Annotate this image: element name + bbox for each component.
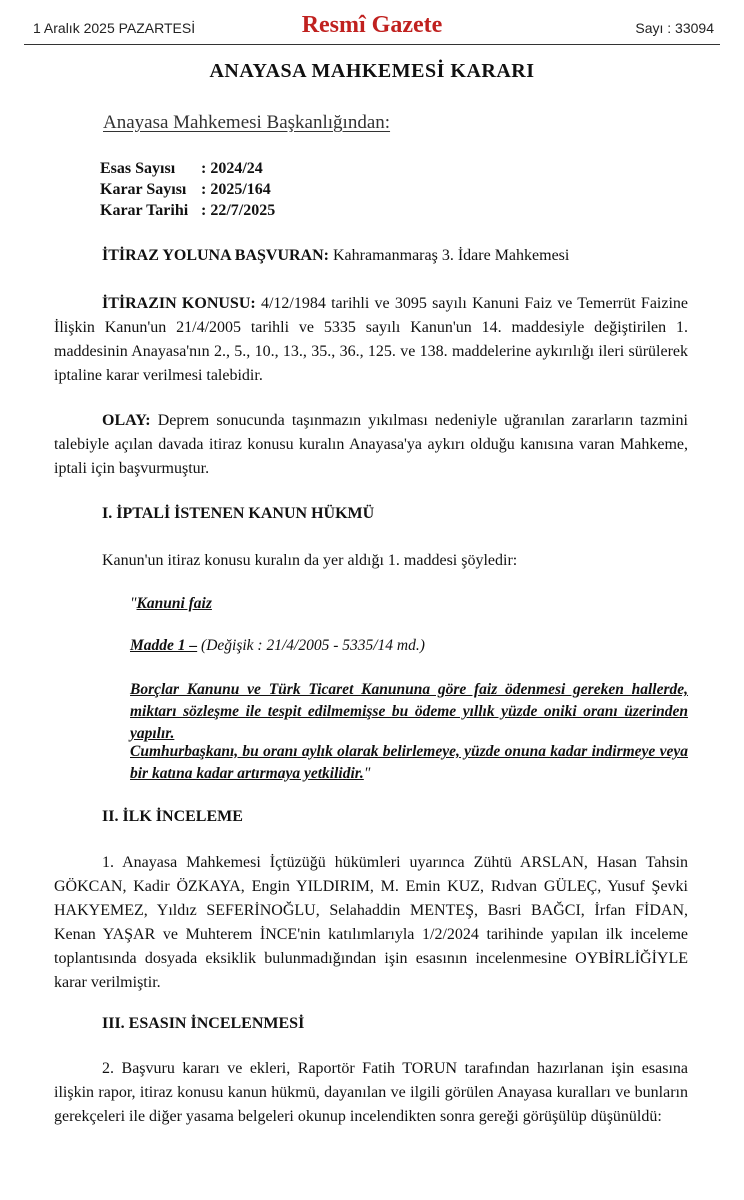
event-label: OLAY: — [102, 412, 151, 429]
header-divider — [24, 44, 720, 45]
event-text: Deprem sonucunda taşınmazın yıkılması nedeniyle uğranılan zararların tazmini talebiyle açılan davada itiraz konusu kuralın Anayasa'ya aykırı olduğu kanısına varan Mahkeme, iptali için başvurmuştur. — [54, 412, 689, 477]
quote-close-mark: " — [363, 765, 371, 782]
gazette-header — [0, 8, 744, 48]
decision-number-value: : 2025/164 — [201, 181, 271, 198]
quoted-paragraph-2-text: Cumhurbaşkanı, bu oranı aylık olarak belirlemeye, yüzde onuna kadar indirmeye veya bir katına kadar artırmaya yetkilidir. — [130, 743, 688, 782]
subject-paragraph — [54, 292, 688, 388]
case-number-value: : 2024/24 — [201, 160, 263, 177]
subject-label: İTİRAZIN KONUSU: — [102, 295, 256, 312]
decision-date-value: : 22/7/2025 — [201, 202, 276, 219]
decision-date-label: Karar Tarihi — [100, 202, 189, 219]
applicant-paragraph — [102, 244, 688, 268]
applicant-value: Kahramanmaraş 3. İdare Mahkemesi — [333, 247, 570, 264]
decision-number-row — [100, 181, 271, 199]
section-1-intro: Kanun'un itiraz konusu kuralın da yer aldığı 1. maddesi şöyledir: — [102, 552, 518, 569]
issue-number: Sayı : 33094 — [635, 20, 714, 36]
quoted-title-text: Kanuni faiz — [136, 595, 212, 612]
issuing-authority: Anayasa Mahkemesi Başkanlığından: — [103, 112, 391, 133]
case-number-label: Esas Sayısı — [100, 160, 176, 177]
quoted-paragraph-1 — [130, 679, 688, 745]
section-2-text: 1. Anayasa Mahkemesi İçtüzüğü hükümleri uyarınca Zühtü ARSLAN, Hasan Tahsin GÖKCAN, Kadir ÖZKAYA, Engin YILDIRIM, M. Emin KUZ, Rıdvan GÜLEÇ, Yusuf Şevki HAKYEMEZ, Yıldız SEFERİNOĞLU, Selahaddin MENTEŞ, Basri BAĞCI, İrfan FİDAN, Kenan YAŞAR ve Muhterem İNCE'nin katılımlarıyla 1/2/2024 tarihinde yapılan ilk inceleme toplantısında dosyada eksiklik bulunmadığından işin esasının incelenmesine OYBİRLİĞİYLE karar verilmiştir. — [54, 854, 688, 991]
issue-date: 1 Aralık 2025 PAZARTESİ — [33, 20, 196, 36]
decision-date-row — [100, 202, 275, 220]
quoted-paragraph-2 — [130, 741, 688, 785]
applicant-label: İTİRAZ YOLUNA BAŞVURAN: — [102, 247, 329, 264]
section-3-heading: III. ESASIN İNCELENMESİ — [102, 1015, 305, 1032]
quote-open-mark: " — [130, 595, 137, 612]
section-3-text: 2. Başvuru kararı ve ekleri, Raportör Fatih TORUN tarafından hazırlanan işin esasına ilişkin rapor, itiraz konusu kanun hükmü, dayanılan ve ilgili görülen Anayasa kuralları ve bunların gerekçeleri ile diğer yasama belgeleri okunup incelendikten sonra gereği görüşülüp düşünüldü: — [54, 1060, 688, 1125]
quoted-article-note: (Değişik : 21/4/2005 - 5335/14 md.) — [197, 637, 425, 654]
section-2-paragraph — [54, 851, 688, 995]
quoted-article-label: Madde 1 – — [130, 637, 198, 654]
event-paragraph — [54, 409, 688, 481]
section-2-heading: II. İLK İNCELEME — [102, 808, 243, 825]
quoted-title — [130, 593, 688, 615]
gazette-title: Resmî Gazete — [301, 12, 443, 38]
section-3-paragraph — [54, 1057, 688, 1129]
quoted-article-line — [130, 635, 688, 657]
subject-text: 4/12/1984 tarihli ve 3095 sayılı Kanuni Faiz ve Temerrüt Faizine İlişkin Kanun'un 21/4/2005 tarihli ve 5335 sayılı Kanun'un 14. maddesiyle değiştirilen 1. maddesinin Anayasa'nın 2., 5., 10., 13., 35., 36., 125. ve 138. maddelerine aykırılığı ileri sürülerek iptaline karar verilmesi talebidir. — [54, 295, 689, 384]
document-title: ANAYASA MAHKEMESİ KARARI — [209, 60, 535, 82]
decision-number-label: Karar Sayısı — [100, 181, 187, 198]
quoted-paragraph-1-text: Borçlar Kanunu ve Türk Ticaret Kanununa göre faiz ödenmesi gereken hallerde, miktarı sözleşme ile tespit edilmemişse bu ödeme yıllık yüzde oniki oranı üzerinden yapılır. — [130, 681, 688, 742]
case-number-row — [100, 160, 263, 178]
section-1-heading: I. İPTALİ İSTENEN KANUN HÜKMÜ — [102, 505, 375, 522]
